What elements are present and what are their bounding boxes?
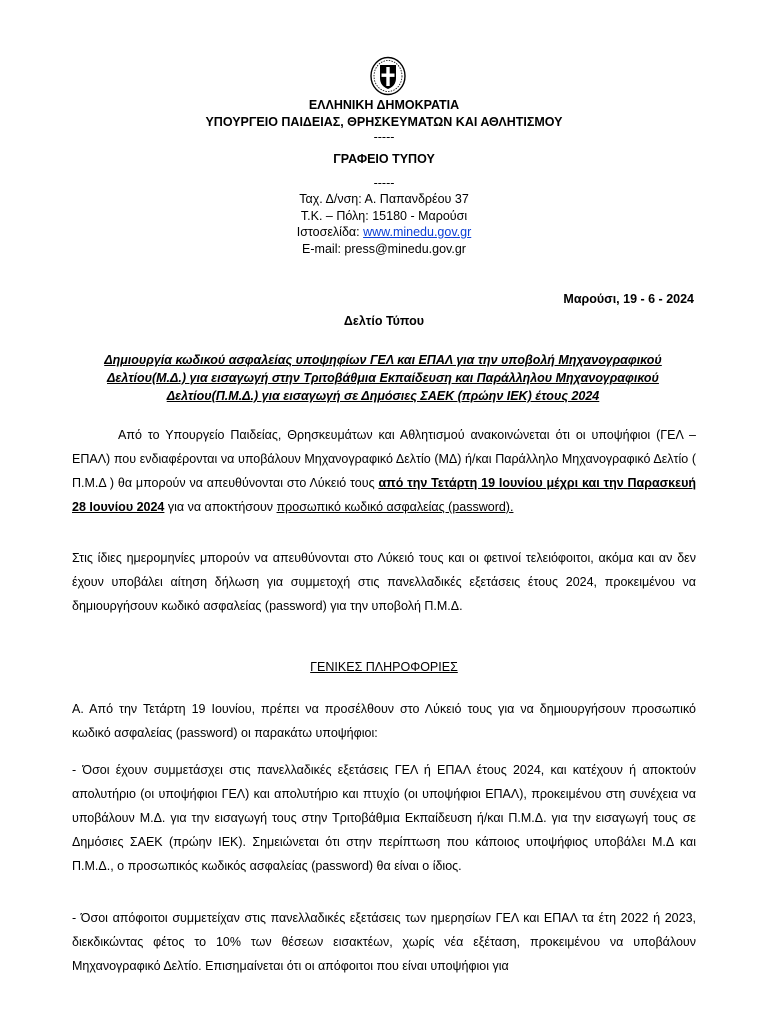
paragraph-section-a <box>72 697 696 745</box>
subject-line: Δελτίου(Μ.Δ.) για εισαγωγή στην Τριτοβάθμια Εκπαίδευση και Παράλληλου Μηχανογραφικού <box>107 371 659 385</box>
paragraph-text: για να αποκτήσουν <box>164 500 277 514</box>
paragraph-final-year <box>72 546 696 618</box>
date-line: Μαρούσι, 19 - 6 - 2024 <box>563 292 694 306</box>
separator: ----- <box>373 176 395 190</box>
separator: ----- <box>373 130 395 144</box>
website-line <box>0 224 768 241</box>
paragraph-graduates <box>72 906 696 978</box>
paragraph-text: - Όσοι απόφοιτοι συμμετείχαν στις πανελλαδικές εξετάσεις των ημερησίων ΓΕΛ και ΕΠΑΛ τα έτη 2022 ή 2023, διεκδικώντας φέτος το 10% των θέσεων εισακτέων, χωρίς νέα εξέταση, προκειμένου να υποβάλουν Μηχανογραφικό Δελτίο. Επισημαίνεται ότι οι απόφοιτοι που είναι υποψήφιοι για <box>72 911 696 973</box>
paragraph-text: Α. Από την Τετάρτη 19 Ιουνίου, πρέπει να προσέλθουν στο Λύκειό τους για να δημιουργήσουν προσωπικό κωδικό ασφαλείας (password) οι παρακάτω υποψήφιοι: <box>72 702 696 740</box>
subject-line: Δημιουργία κωδικού ασφαλείας υποψηφίων ΓΕΛ και ΕΠΑΛ για την υποβολή Μηχανογραφικού <box>104 353 662 367</box>
press-office-heading: ΓΡΑΦΕΙΟ ΤΥΠΟΥ <box>333 152 435 166</box>
republic-heading: ΕΛΛΗΝΙΚΗ ΔΗΜΟΚΡΑΤΙΑ <box>308 98 460 112</box>
section-title: ΓΕΝΙΚΕΣ ΠΛΗΡΟΦΟΡΙΕΣ <box>310 660 458 674</box>
paragraph-text: Από το Υπουργείο Παιδείας, Θρησκευμάτων και Αθλητισμού ανακοινώνεται ότι οι υποψήφιοι (ΓΕΛ – ΕΠΑΛ) που ενδιαφέρονται να υποβάλουν Μηχανογραφικό Δελτίο (ΜΔ) ή/και Παράλληλο Μηχανογραφικό Δελτίο ( Π.Μ.Δ ) θα μπορούν να απευθύνονται στο Λύκειό τους <box>72 428 696 490</box>
address-line: Ταχ. Δ/νση: Α. Παπανδρέου 37 <box>299 192 469 206</box>
paragraph-candidates-2024 <box>72 758 696 878</box>
password-emphasis: προσωπικό κωδικό ασφαλείας (password). <box>276 500 514 514</box>
ministry-heading: ΥΠΟΥΡΓΕΙΟ ΠΑΙΔΕΙΑΣ, ΘΡΗΣΚΕΥΜΑΤΩΝ ΚΑΙ ΑΘΛΗΤΙΣΜΟΥ <box>205 115 563 129</box>
subject-heading <box>70 351 696 405</box>
email-line: E-mail: press@minedu.gov.gr <box>302 242 466 256</box>
paragraph-text: Στις ίδιες ημερομηνίες μπορούν να απευθύνονται στο Λύκειό τους και οι φετινοί τελειόφοιτοι, ακόμα και αν δεν έχουν υποβάλει αίτηση δήλωση για συμμετοχή στις πανελλαδικές εξετάσεις έτους 2024, προκειμένου να δημιουργήσουν κωδικό ασφαλείας (password) για την υποβολή Π.Μ.Δ. <box>72 551 696 613</box>
website-label: Ιστοσελίδα: <box>296 225 364 239</box>
paragraph-text: - Όσοι έχουν συμμετάσχει στις πανελλαδικές εξετάσεις ΓΕΛ ή ΕΠΑΛ έτους 2024, και κατέχουν ή αποκτούν απολυτήριο (οι υποψήφιοι ΓΕΛ) και απολυτήριο και πτυχίο (οι υποψήφιοι ΕΠΑΛ), προκειμένου στη συνέχεια να υποβάλουν Μ.Δ. για την εισαγωγή τους στην Τριτοβάθμια Εκπαίδευση ή/και Π.Μ.Δ. για την εισαγωγή τους σε Δημόσιες ΣΑΕΚ (πρώην ΙΕΚ). Σημειώνεται ότι στην περίπτωση που κάποιος υποψήφιος υποβάλει Μ.Δ και Π.Μ.Δ., ο προσωπικός κωδικός ασφαλείας (password) θα είναι ο ίδιος. <box>72 763 696 873</box>
subject-line: Δελτίου(Π.Μ.Δ.) για εισαγωγή σε Δημόσιες ΣΑΕΚ (πρώην ΙΕΚ) έτους 2024 <box>166 389 600 403</box>
postal-line: Τ.Κ. – Πόλη: 15180 - Μαρούσι <box>300 209 468 223</box>
website-link[interactable]: www.minedu.gov.gr <box>363 225 472 239</box>
greek-coat-of-arms-emblem <box>369 56 407 96</box>
paragraph-intro <box>72 423 696 519</box>
document-type: Δελτίο Τύπου <box>343 314 425 328</box>
date-range-emphasis: από την Τετάρτη 19 Ιουνίου μέχρι και την Παρασκευή 28 Ιουνίου 2024 <box>72 476 696 514</box>
